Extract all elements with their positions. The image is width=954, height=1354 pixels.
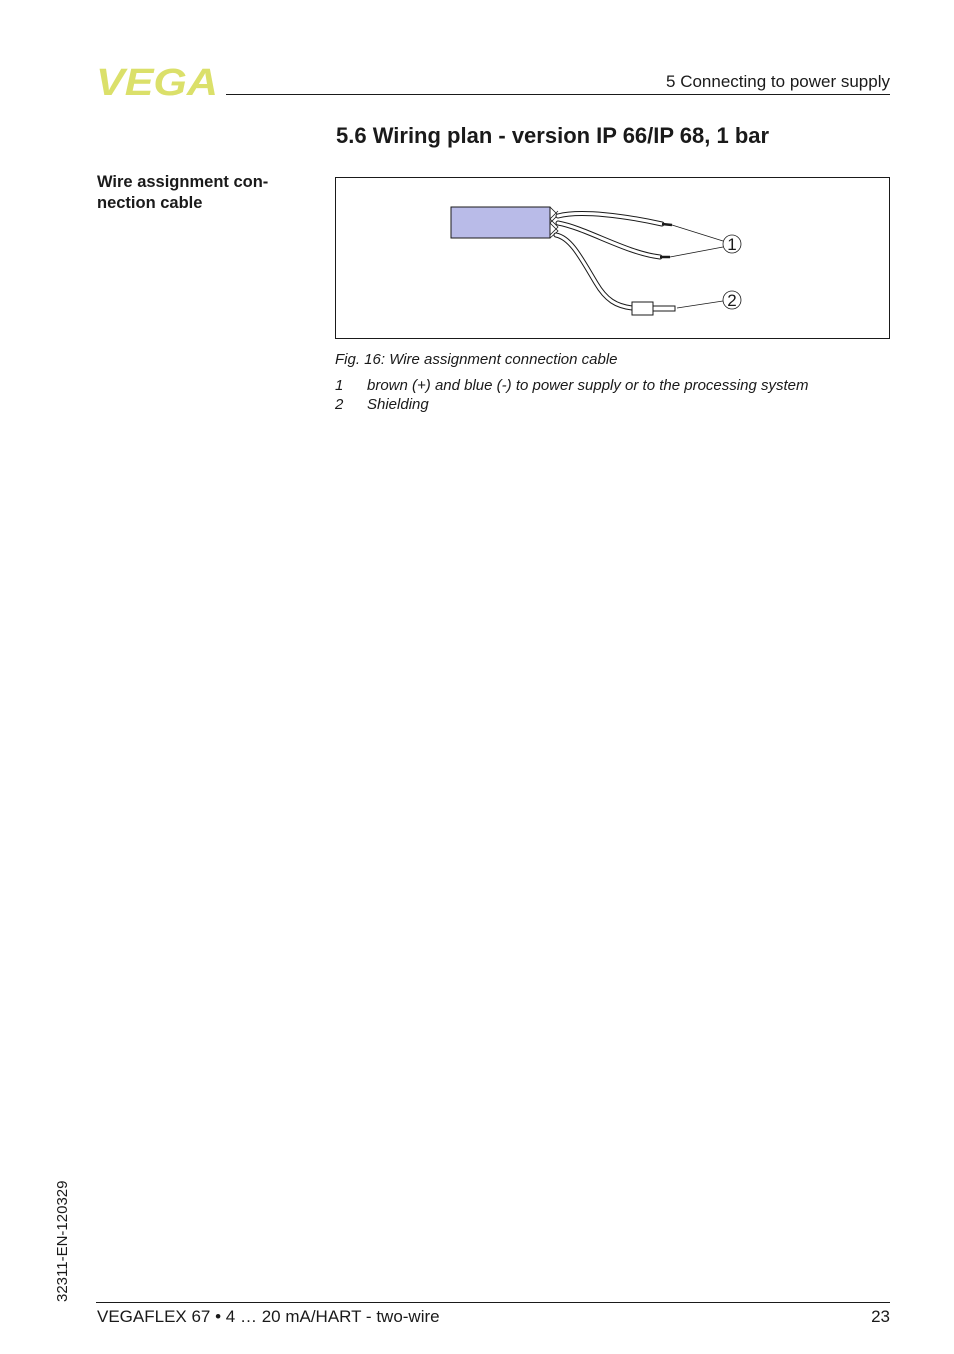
vega-logo: [96, 64, 220, 98]
figure-caption: Fig. 16: Wire assignment connection cable: [335, 351, 618, 368]
brown-wire: [558, 214, 672, 225]
legend-number: 1: [335, 377, 344, 394]
wiring-diagram-figure: [335, 177, 890, 339]
header-rule: [226, 94, 890, 95]
margin-label-line-1: Wire assignment con-: [97, 173, 269, 191]
cable-jacket: [451, 207, 550, 238]
legend-text: Shielding: [367, 396, 429, 413]
wire-end-ferrule: [632, 302, 653, 315]
logo-text: VEGA: [96, 64, 218, 98]
legend-number: 2: [335, 396, 344, 413]
margin-label-line-2: nection cable: [97, 194, 203, 212]
legend-item: [335, 396, 429, 413]
section-heading: 5.6 Wiring plan - version IP 66/IP 68, 1 bar: [336, 123, 770, 148]
callout-1-label: 1: [727, 235, 737, 254]
leader-lines: [670, 225, 723, 308]
callout-2-label: 2: [727, 291, 737, 310]
footer-rule: [96, 1302, 890, 1303]
callout-2: [723, 291, 741, 310]
legend-item: [335, 377, 808, 394]
callout-1: [723, 235, 741, 254]
footer-product-name: VEGAFLEX 67 • 4 … 20 mA/HART - two-wire: [97, 1307, 440, 1326]
shield-wire: [556, 235, 675, 315]
page-number: 23: [871, 1307, 890, 1326]
document-id: 32311-EN-120329: [54, 1180, 71, 1302]
legend-text: brown (+) and blue (-) to power supply or to the processing system: [367, 377, 809, 394]
header-chapter-title: 5 Connecting to power supply: [666, 72, 890, 91]
margin-label: [97, 172, 307, 214]
wiring-diagram: [336, 178, 889, 338]
